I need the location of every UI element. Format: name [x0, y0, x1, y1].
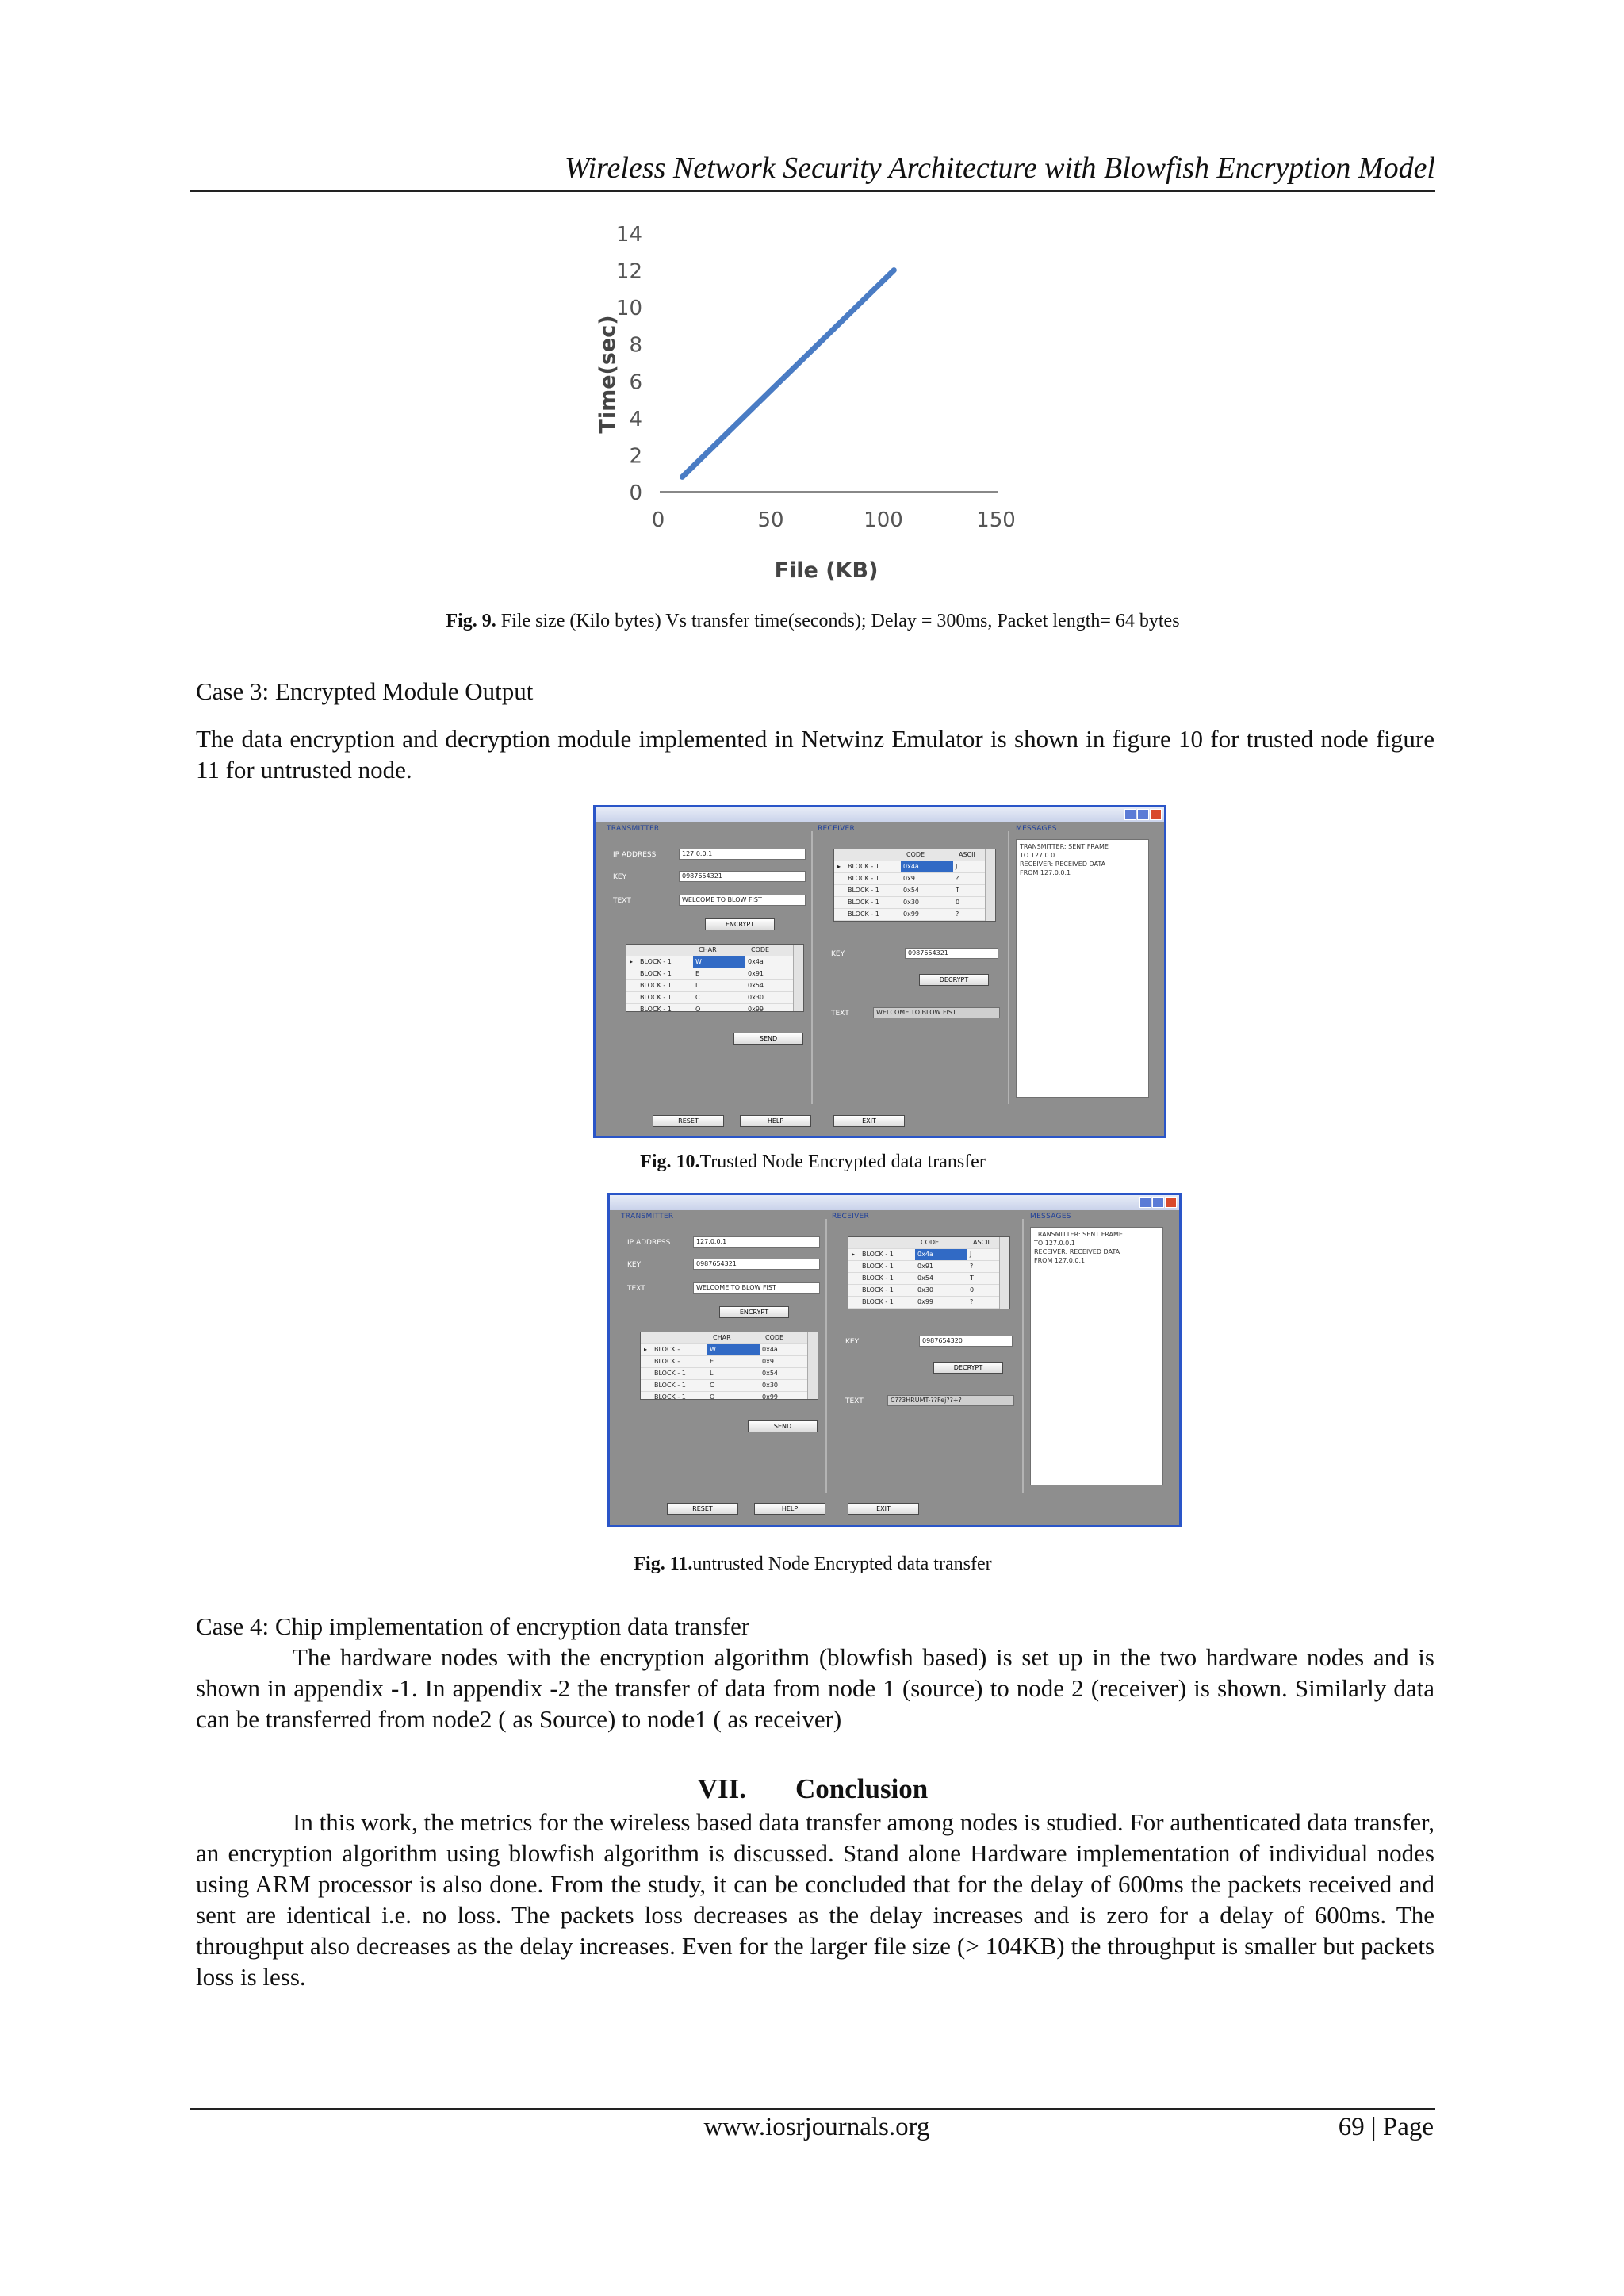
grid-header-row — [848, 1237, 1009, 1249]
fig11-caption-label: Fig. 11. — [634, 1554, 693, 1574]
window-titlebar — [596, 807, 1164, 822]
decrypt-button[interactable]: DECRYPT — [919, 974, 989, 986]
text-label: TEXT — [613, 897, 631, 905]
grid-row[interactable] — [834, 861, 995, 873]
help-button[interactable]: HELP — [754, 1503, 825, 1515]
row-pointer-icon: ▸ — [644, 1346, 648, 1353]
grid-cell[interactable]: 0x91 — [748, 970, 764, 977]
fig11-caption-text: untrusted Node Encrypted data transfer — [692, 1554, 992, 1574]
y-tick-label: 8 — [629, 333, 642, 358]
grid-cell[interactable]: BLOCK - 1 — [640, 994, 672, 1001]
grid-row[interactable] — [626, 968, 803, 980]
maximize-icon[interactable] — [1152, 1197, 1164, 1208]
reset-button[interactable]: RESET — [667, 1503, 738, 1515]
footer-url[interactable]: www.iosrjournals.org — [703, 2113, 930, 2141]
grid-cell[interactable]: ? — [956, 875, 959, 882]
grid-cell[interactable]: 0x4a — [748, 958, 764, 965]
running-header: Wireless Network Security Architecture with Blowfish Encryption Model — [565, 151, 1435, 185]
grid-scrollbar[interactable] — [985, 849, 995, 921]
fig10-screenshot — [593, 805, 1166, 1138]
row-pointer-icon: ▸ — [837, 863, 841, 870]
section-messages: MESSAGES — [1016, 825, 1057, 833]
grid-cell[interactable]: 0x4a — [762, 1346, 778, 1353]
maximize-icon[interactable] — [1137, 809, 1149, 820]
decrypt-button[interactable]: DECRYPT — [933, 1362, 1003, 1374]
case3-paragraph: The data encryption and decryption module implemented in Netwinz Emulator is shown in figure 10 for trusted node figure 11 for untrusted node. — [196, 725, 1434, 784]
grid-header-row — [641, 1332, 818, 1344]
grid-row[interactable] — [834, 909, 995, 921]
grid-cell[interactable]: BLOCK - 1 — [862, 1286, 894, 1294]
row-pointer-icon: ▸ — [630, 958, 634, 965]
grid-row[interactable] — [848, 1261, 1009, 1273]
fig9-caption-label: Fig. 9. — [446, 611, 496, 631]
grid-row[interactable] — [641, 1344, 818, 1356]
chart-ticks — [616, 223, 1016, 532]
send-button[interactable]: SEND — [748, 1420, 818, 1432]
encrypt-button[interactable]: ENCRYPT — [719, 1306, 789, 1318]
grid-cell[interactable]: 0x30 — [903, 899, 920, 906]
grid-column-header: ASCII — [973, 1239, 990, 1246]
exit-button[interactable]: EXIT — [848, 1503, 919, 1515]
grid-cell[interactable]: 0 — [956, 899, 960, 906]
grid-cell[interactable]: 0x4a — [915, 1249, 967, 1260]
y-tick-label: 4 — [629, 407, 642, 431]
grid-cell[interactable]: L — [695, 982, 699, 989]
footer-rule — [190, 2108, 1435, 2110]
grid-cell[interactable]: 0x99 — [917, 1298, 934, 1305]
text-field[interactable]: WELCOME TO BLOW FIST — [693, 1282, 820, 1294]
grid-cell[interactable]: J — [970, 1251, 972, 1258]
grid-column-header: CHAR — [713, 1334, 731, 1341]
grid-cell[interactable]: J — [956, 863, 958, 870]
grid-cell[interactable]: BLOCK - 1 — [848, 887, 879, 894]
grid-row[interactable] — [626, 1004, 803, 1012]
grid-cell[interactable]: E — [710, 1358, 714, 1365]
rx-grid[interactable] — [848, 1236, 1010, 1309]
footer-page-number: 69 | Page — [1338, 2113, 1434, 2141]
grid-cell[interactable]: ? — [970, 1298, 974, 1305]
x-tick-label: 100 — [864, 508, 903, 532]
fig11-caption — [190, 1554, 1435, 1575]
fig10-caption — [190, 1152, 1435, 1173]
grid-row[interactable] — [626, 980, 803, 992]
grid-cell[interactable]: 0x30 — [917, 1286, 934, 1294]
grid-column-header: ASCII — [959, 851, 975, 858]
ip-address-field[interactable]: 127.0.0.1 — [679, 849, 806, 860]
fig10-caption-text: Trusted Node Encrypted data transfer — [699, 1152, 986, 1172]
grid-cell[interactable]: BLOCK - 1 — [640, 958, 672, 965]
ip-address-field[interactable]: 127.0.0.1 — [693, 1236, 820, 1248]
grid-row[interactable] — [641, 1392, 818, 1400]
row-pointer-icon: ▸ — [852, 1251, 856, 1258]
text-field[interactable]: WELCOME TO BLOW FIST — [679, 895, 806, 906]
grid-column-header: CODE — [921, 1239, 940, 1246]
grid-cell[interactable]: W — [693, 956, 745, 968]
window-titlebar — [610, 1195, 1179, 1210]
grid-cell[interactable]: BLOCK - 1 — [640, 1006, 672, 1012]
grid-row[interactable] — [848, 1285, 1009, 1297]
grid-cell[interactable]: 0x91 — [903, 875, 920, 882]
section-receiver: RECEIVER — [832, 1213, 870, 1221]
minimize-icon[interactable] — [1139, 1197, 1151, 1208]
x-tick-label: 150 — [976, 508, 1016, 532]
key-label: KEY — [613, 873, 627, 881]
grid-cell[interactable]: BLOCK - 1 — [862, 1251, 894, 1258]
help-button[interactable]: HELP — [740, 1115, 811, 1127]
text-label: TEXT — [627, 1285, 645, 1293]
grid-cell[interactable]: BLOCK - 1 — [848, 910, 879, 918]
grid-cell[interactable]: 0x54 — [917, 1274, 934, 1282]
y-tick-label: 2 — [629, 444, 642, 469]
section-transmitter: TRANSMITTER — [621, 1213, 674, 1221]
grid-row[interactable] — [641, 1368, 818, 1380]
grid-header-row — [834, 849, 995, 861]
grid-cell[interactable]: 0x91 — [917, 1263, 934, 1270]
grid-cell[interactable]: E — [695, 970, 700, 977]
key-label: KEY — [627, 1261, 642, 1269]
receiver-key-field[interactable]: 0987654321 — [905, 948, 998, 959]
messages-box: TRANSMITTER: SENT FRAME TO 127.0.0.1 RECEIVER: RECEIVED DATA FROM 127.0.0.1 — [1030, 1227, 1163, 1485]
grid-column-header: CODE — [906, 851, 925, 858]
grid-cell[interactable]: BLOCK - 1 — [654, 1346, 686, 1353]
grid-cell[interactable]: ? — [970, 1263, 974, 1270]
grid-scrollbar[interactable] — [807, 1332, 818, 1399]
grid-cell[interactable]: BLOCK - 1 — [654, 1370, 686, 1377]
key-field[interactable]: 0987654321 — [693, 1259, 820, 1270]
grid-cell[interactable]: BLOCK - 1 — [862, 1298, 894, 1305]
tx-grid[interactable] — [626, 944, 804, 1012]
chart-series — [682, 270, 894, 477]
case3-heading: Case 3: Encrypted Module Output — [196, 677, 534, 705]
grid-cell[interactable]: T — [956, 887, 959, 894]
grid-cell[interactable]: ? — [956, 910, 959, 918]
y-tick-label: 12 — [615, 259, 642, 284]
receiver-text-field[interactable]: C??3HRUMT-??Fej??÷? — [887, 1395, 1014, 1406]
grid-cell[interactable]: BLOCK - 1 — [848, 875, 879, 882]
grid-cell[interactable]: BLOCK - 1 — [862, 1263, 894, 1270]
grid-row[interactable] — [848, 1273, 1009, 1285]
grid-cell[interactable]: BLOCK - 1 — [640, 982, 672, 989]
grid-cell[interactable]: 0x99 — [762, 1393, 779, 1400]
section-number: VII. — [697, 1773, 746, 1804]
divider — [1022, 1219, 1024, 1493]
close-icon[interactable] — [1150, 809, 1162, 820]
grid-row[interactable] — [834, 897, 995, 909]
chart-y-label: Time(sec) — [596, 315, 620, 434]
y-tick-label: 0 — [629, 481, 642, 505]
grid-column-header: CHAR — [699, 946, 717, 953]
grid-cell[interactable]: 0x91 — [762, 1358, 779, 1365]
exit-button[interactable]: EXIT — [833, 1115, 905, 1127]
tx-grid[interactable] — [640, 1332, 818, 1400]
grid-cell[interactable]: 0x30 — [748, 994, 764, 1001]
section-transmitter: TRANSMITTER — [607, 825, 660, 833]
grid-cell[interactable]: BLOCK - 1 — [654, 1393, 686, 1400]
grid-cell[interactable]: BLOCK - 1 — [848, 899, 879, 906]
fig9-chart — [579, 216, 1055, 595]
chart-x-label: File (KB) — [774, 558, 879, 583]
grid-scrollbar[interactable] — [999, 1237, 1009, 1309]
grid-cell[interactable]: BLOCK - 1 — [640, 970, 672, 977]
grid-cell[interactable]: 0x54 — [903, 887, 920, 894]
case4-paragraph: The hardware nodes with the encryption algorithm (blowfish based) is set up in the two hardware nodes and is shown in appendix -1. In appendix -2 the transfer of data from node 1 (source) to node 2 (receiver) is shown. Similarly data can be transferred from node2 ( as Source) to node1 ( as receiver) — [196, 1643, 1434, 1733]
grid-cell[interactable]: T — [970, 1274, 974, 1282]
close-icon[interactable] — [1165, 1197, 1177, 1208]
section-receiver: RECEIVER — [818, 825, 856, 833]
y-tick-label: 10 — [615, 297, 642, 321]
encrypt-button[interactable]: ENCRYPT — [705, 918, 775, 930]
grid-cell[interactable]: 0x54 — [748, 982, 764, 989]
grid-cell[interactable]: BLOCK - 1 — [862, 1274, 894, 1282]
key-field[interactable]: 0987654321 — [679, 871, 806, 882]
section-heading — [190, 1773, 1435, 1805]
receiver-text-label: TEXT — [845, 1397, 864, 1405]
y-tick-label: 14 — [615, 223, 642, 247]
series-line — [682, 270, 894, 477]
grid-cell[interactable]: 0 — [970, 1286, 975, 1294]
grid-cell[interactable]: L — [710, 1370, 714, 1377]
grid-row[interactable] — [626, 992, 803, 1004]
conclusion-paragraph: In this work, the metrics for the wireless based data transfer among nodes is studied. For authenticated data transfer, an encryption algorithm using blowfish algorithm is discussed. Stand alone Hardware implementation of individual nodes using ARM processor is also done. From the study, it can be concluded that for the delay of 600ms the packets received and sent are identical i.e. no loss. The packets loss decreases as the delay increases and is zero for a delay of 600ms. The throughput also decreases as the delay increases. Even for the larger file size (> 104KB) the throughput is smaller but packets loss is less. — [196, 1808, 1434, 1991]
grid-row[interactable] — [848, 1249, 1009, 1261]
grid-cell[interactable]: O — [710, 1393, 715, 1400]
y-tick-label: 6 — [629, 370, 642, 395]
grid-row[interactable] — [848, 1297, 1009, 1309]
ip-address-label: IP ADDRESS — [613, 851, 657, 859]
divider — [811, 831, 813, 1104]
rx-grid[interactable] — [833, 849, 996, 922]
divider — [1008, 831, 1009, 1104]
section-messages: MESSAGES — [1030, 1213, 1071, 1221]
fig9-caption-text: File size (Kilo bytes) Vs transfer time(seconds); Delay = 300ms, Packet length= 64 bytes — [496, 611, 1180, 631]
grid-cell[interactable]: C — [710, 1382, 714, 1389]
grid-row[interactable] — [834, 885, 995, 897]
grid-cell[interactable]: 0x99 — [748, 1006, 764, 1012]
grid-cell[interactable]: BLOCK - 1 — [654, 1358, 686, 1365]
grid-cell[interactable]: BLOCK - 1 — [654, 1382, 686, 1389]
messages-box: TRANSMITTER: SENT FRAME TO 127.0.0.1 RECEIVER: RECEIVED DATA FROM 127.0.0.1 — [1016, 839, 1149, 1098]
x-tick-label: 50 — [757, 508, 784, 532]
grid-header-row — [626, 945, 803, 956]
receiver-key-label: KEY — [831, 950, 845, 958]
send-button[interactable]: SEND — [733, 1033, 803, 1045]
grid-cell[interactable]: 0x4a — [901, 861, 953, 872]
grid-cell[interactable]: W — [707, 1344, 760, 1355]
grid-cell[interactable]: C — [695, 994, 700, 1001]
ip-address-label: IP ADDRESS — [627, 1239, 671, 1247]
grid-row[interactable] — [641, 1356, 818, 1368]
grid-column-header: CODE — [765, 1334, 784, 1341]
receiver-text-field[interactable]: WELCOME TO BLOW FIST — [873, 1007, 1000, 1018]
fig11-screenshot — [607, 1193, 1182, 1527]
fig10-caption-label: Fig. 10. — [640, 1152, 700, 1172]
grid-cell[interactable]: O — [695, 1006, 701, 1012]
divider — [825, 1219, 827, 1493]
receiver-key-label: KEY — [845, 1338, 860, 1346]
x-tick-label: 0 — [651, 508, 665, 532]
minimize-icon[interactable] — [1124, 809, 1136, 820]
grid-row[interactable] — [834, 873, 995, 885]
grid-row[interactable] — [626, 956, 803, 968]
receiver-text-label: TEXT — [831, 1010, 849, 1018]
grid-cell[interactable]: BLOCK - 1 — [848, 863, 879, 870]
fig9-caption — [190, 611, 1435, 632]
grid-cell[interactable]: 0x54 — [762, 1370, 779, 1377]
header-rule — [190, 190, 1435, 192]
grid-column-header: CODE — [751, 946, 770, 953]
case4-heading: Case 4: Chip implementation of encryption data transfer — [196, 1612, 750, 1640]
grid-row[interactable] — [641, 1380, 818, 1392]
section-title: Conclusion — [795, 1773, 929, 1804]
receiver-key-field[interactable]: 0987654320 — [919, 1336, 1013, 1347]
grid-cell[interactable]: 0x30 — [762, 1382, 779, 1389]
reset-button[interactable]: RESET — [653, 1115, 724, 1127]
grid-scrollbar[interactable] — [793, 945, 803, 1011]
grid-cell[interactable]: 0x99 — [903, 910, 920, 918]
